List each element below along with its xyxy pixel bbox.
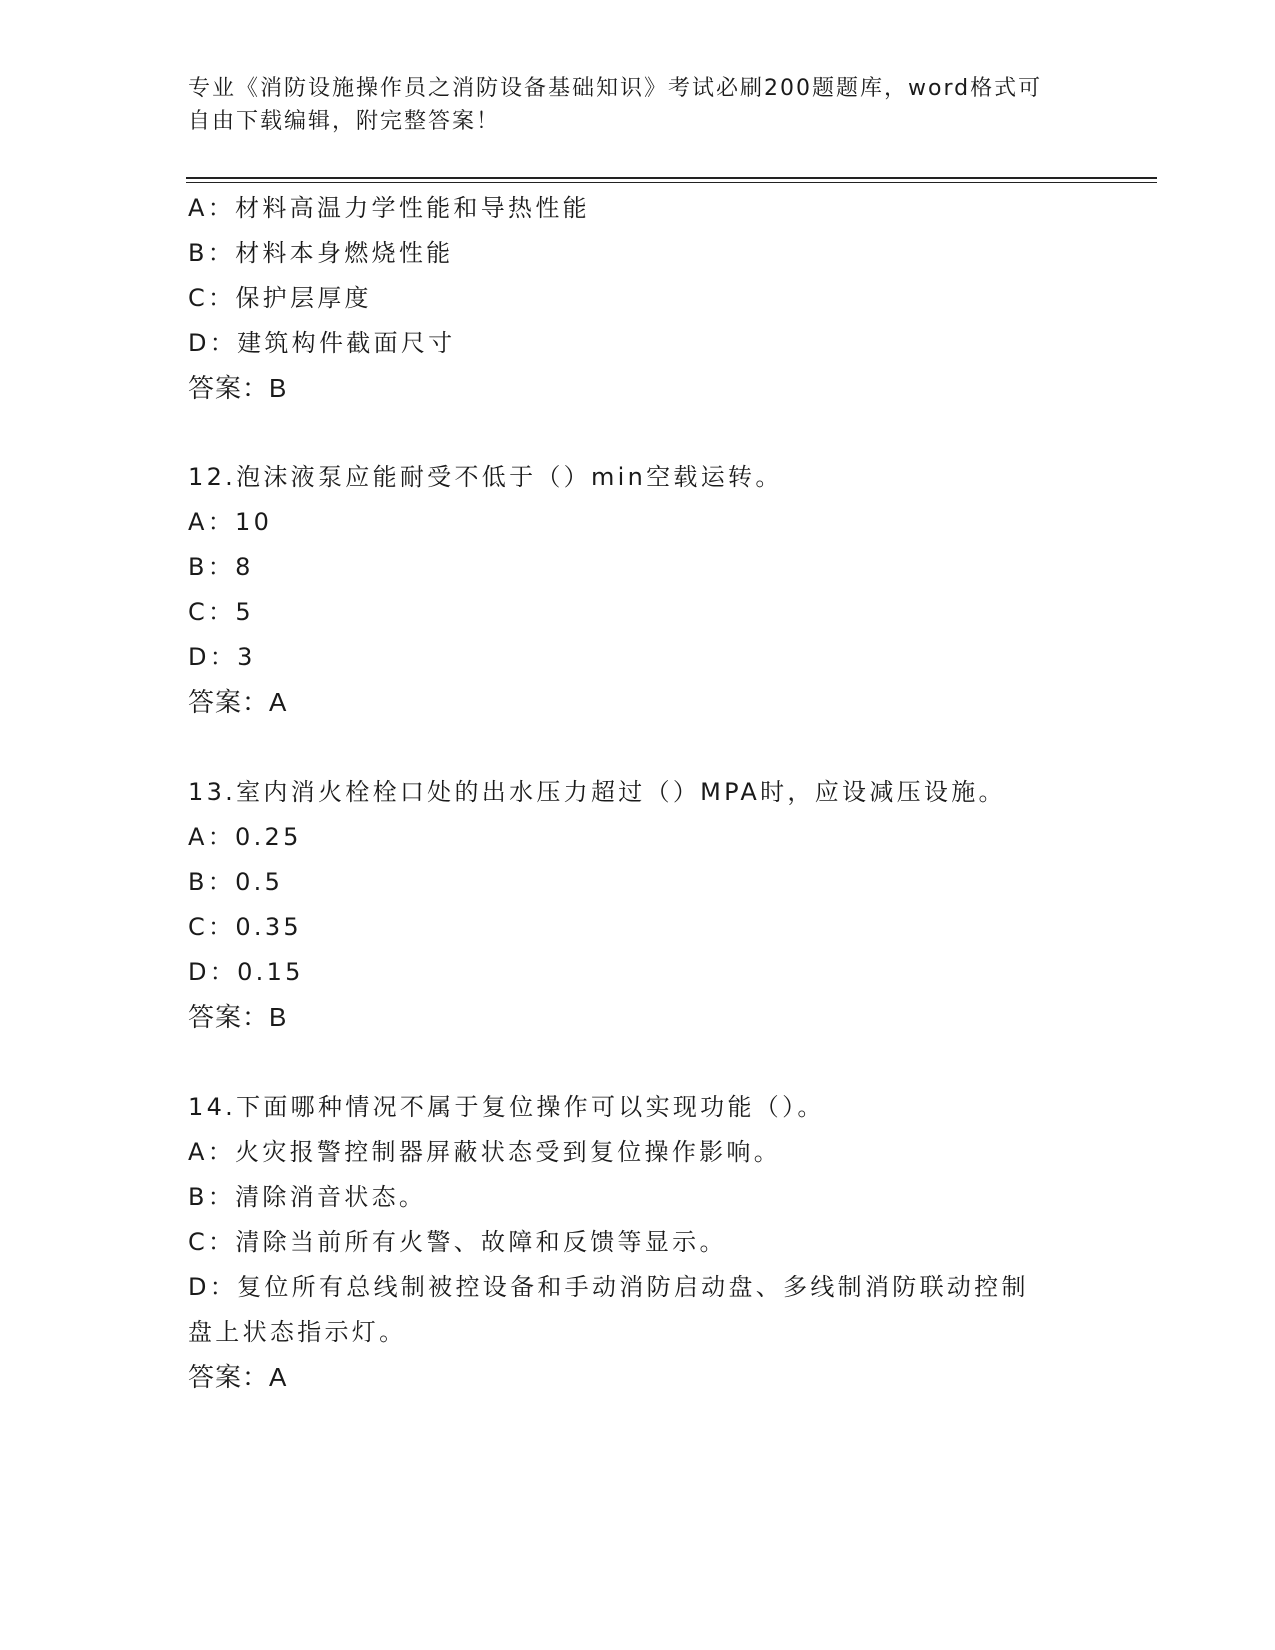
q14-option-c: C：清除当前所有火警、故障和反馈等显示。 bbox=[188, 1228, 727, 1256]
q14-answer: 答案：A bbox=[188, 1362, 288, 1392]
q14-option-b: B：清除消音状态。 bbox=[188, 1183, 427, 1211]
q14-option-a: A：火灾报警控制器屏蔽状态受到复位操作影响。 bbox=[188, 1138, 782, 1166]
document-header bbox=[188, 72, 1068, 138]
q12-option-a: A：10 bbox=[188, 508, 273, 536]
header-line-2: 自由下载编辑，附完整答案！ bbox=[188, 109, 501, 134]
q12-option-b: B：8 bbox=[188, 553, 254, 581]
q11-option-c: C：保护层厚度 bbox=[188, 284, 372, 312]
q14-option-d-line-1: D：复位所有总线制被控设备和手动消防启动盘、多线制消防联动控制 bbox=[188, 1273, 1029, 1301]
header-line-1: 专业《消防设施操作员之消防设备基础知识》考试必刷200题题库，word格式可 bbox=[188, 76, 1043, 101]
q13-option-d: D：0.15 bbox=[188, 958, 304, 986]
q11-option-b: B：材料本身燃烧性能 bbox=[188, 239, 454, 267]
header-divider-thin bbox=[186, 182, 1157, 183]
q13-option-b: B：0.5 bbox=[188, 868, 284, 896]
q11-answer: 答案：B bbox=[188, 373, 288, 403]
q12-option-c: C：5 bbox=[188, 598, 254, 626]
q14-stem: 14.下面哪种情况不属于复位操作可以实现功能（）。 bbox=[188, 1093, 825, 1121]
q12-stem: 12.泡沫液泵应能耐受不低于（）min空载运转。 bbox=[188, 463, 783, 491]
q13-option-c: C：0.35 bbox=[188, 913, 302, 941]
q12-option-d: D：3 bbox=[188, 643, 256, 671]
q12-answer: 答案：A bbox=[188, 687, 288, 717]
q13-answer: 答案：B bbox=[188, 1002, 288, 1032]
q13-stem: 13.室内消火栓栓口处的出水压力超过（）MPA时，应设减压设施。 bbox=[188, 778, 1006, 806]
q14-option-d-line-2: 盘上状态指示灯。 bbox=[188, 1318, 407, 1346]
q11-option-a: A：材料高温力学性能和导热性能 bbox=[188, 194, 590, 222]
header-divider-thick bbox=[186, 177, 1157, 179]
q13-option-a: A：0.25 bbox=[188, 823, 302, 851]
q11-option-d: D：建筑构件截面尺寸 bbox=[188, 329, 456, 357]
